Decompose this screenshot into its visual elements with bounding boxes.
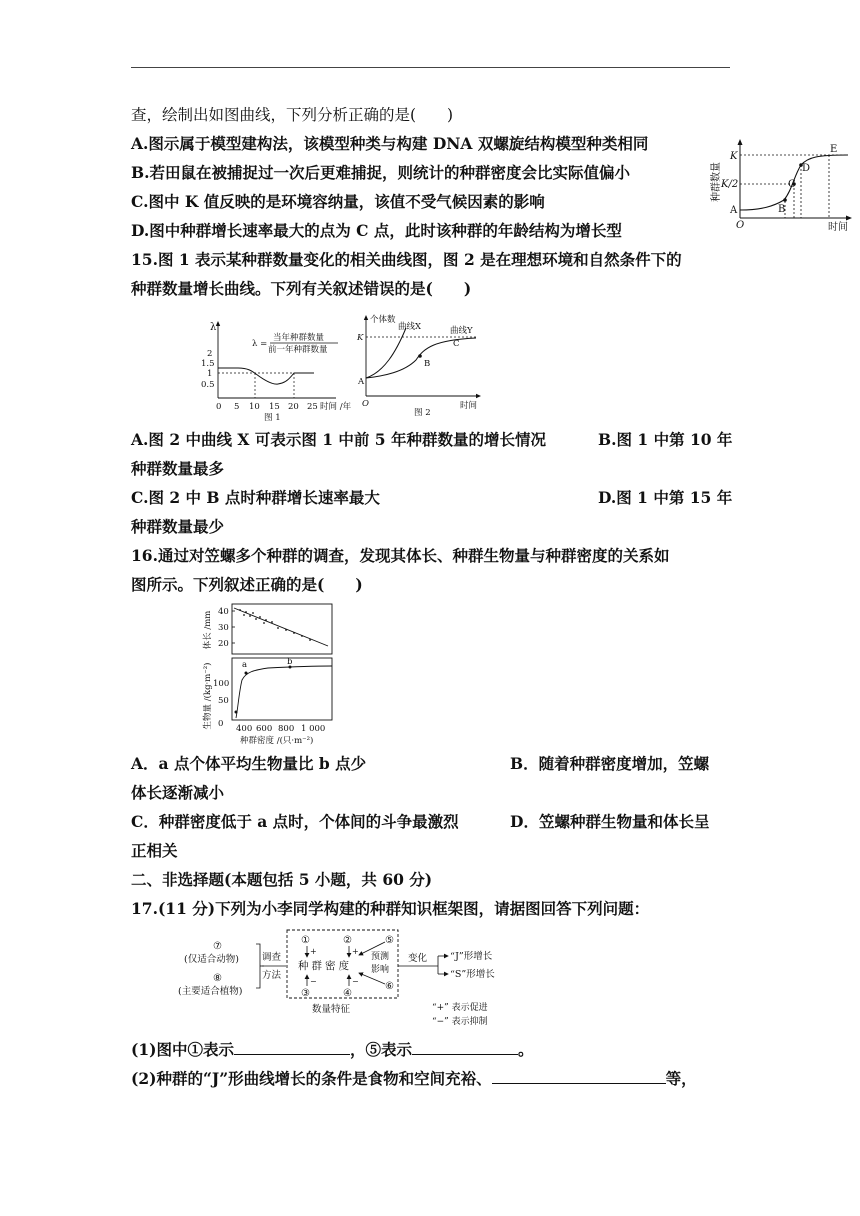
q17-j-growth: “J”形增长 bbox=[450, 951, 493, 962]
q14-point-a: A bbox=[730, 205, 738, 216]
section-2-heading bbox=[131, 869, 432, 891]
q17-s-growth: “S”形增长 bbox=[450, 969, 495, 980]
q16-option-b-start: B．随着种群密度增加，笠螺 bbox=[510, 754, 710, 773]
q17-plus-1: + bbox=[310, 947, 317, 956]
q15-fig2-k: K bbox=[357, 333, 364, 343]
q17-node-6: ⑥ bbox=[385, 981, 394, 992]
q15-fig1-xtick-10: 10 bbox=[249, 402, 260, 412]
q16-bottom-ytick-0: 0 bbox=[218, 719, 224, 729]
q17-node-4: ④ bbox=[343, 988, 352, 999]
q17-predict-2: 影响 bbox=[371, 965, 390, 975]
q17-node-8-note: (主要适合植物) bbox=[178, 986, 243, 997]
q17-node-5: ⑤ bbox=[385, 935, 394, 946]
q16-xtick-600: 600 bbox=[256, 724, 273, 734]
q17-minus-1: − bbox=[310, 977, 317, 986]
q14-point-b: B bbox=[778, 204, 786, 215]
q15-fig2-curve-x-label: 曲线X bbox=[398, 322, 422, 332]
q15-fig1-y-label: λ bbox=[210, 322, 217, 333]
q17-sub-1-blank-2[interactable] bbox=[412, 1038, 518, 1055]
q17-sub-2-blank[interactable] bbox=[492, 1067, 666, 1084]
q14-option-d: D.图中种群增长速率最大的点为 C 点，此时该种群的年龄结构为增长型 bbox=[131, 221, 622, 240]
q16-point-b: b bbox=[287, 657, 293, 667]
q15-fig1-lambda-curve bbox=[218, 368, 314, 384]
q17-minus-2: − bbox=[352, 977, 359, 986]
q15-fig2-point-b: B bbox=[424, 359, 431, 369]
section-2-note: (本题包括 5 小题，共 60 分) bbox=[224, 870, 433, 889]
q14-k-tick: K bbox=[730, 151, 738, 162]
q15-figure-2 bbox=[354, 312, 484, 416]
q16-option-c: C．种群密度低于 a 点时，个体间的斗争最激烈 bbox=[131, 812, 459, 831]
q17-sub-1-prefix: (1)图中①表示 bbox=[131, 1040, 234, 1059]
q16-xtick-800: 800 bbox=[278, 724, 295, 734]
q16-xtick-400: 400 bbox=[236, 724, 253, 734]
q15-fig1-ytick-2: 2 bbox=[207, 349, 213, 359]
q15-fig2-origin: O bbox=[362, 399, 369, 409]
q16-top-ytick-20: 20 bbox=[218, 639, 229, 649]
header-rule bbox=[131, 67, 730, 68]
q15-option-b-end: 种群数量最多 bbox=[131, 459, 225, 478]
q14-figure bbox=[702, 138, 854, 234]
q14-point-c: C bbox=[788, 179, 796, 190]
q15-fig1-ytick-1: 1 bbox=[207, 369, 213, 379]
q15-fig1-xtick-0: 0 bbox=[216, 402, 222, 412]
q14-stem: 查，绘制出如图曲线，下列分析正确的是( ) bbox=[131, 106, 454, 124]
q14-option-b: B.若田鼠在被捕捉过一次后更难捕捉，则统计的种群密度会比实际值偏小 bbox=[131, 163, 630, 182]
q15-stem-line-1: 15.图 1 表示某种群数量变化的相关曲线图，图 2 是在理想环境和自然条件下的 bbox=[131, 250, 682, 269]
q17-sub-1-mid: ，⑤表示 bbox=[349, 1040, 412, 1059]
q14-y-label: 种群数量 bbox=[711, 162, 722, 202]
q16-option-d-end: 正相关 bbox=[131, 841, 178, 860]
q15-fig1-formula-lhs: λ = bbox=[252, 339, 268, 349]
q14-k2-tick: K/2 bbox=[721, 179, 739, 190]
q17-quantity-label: 数量特征 bbox=[312, 1004, 351, 1015]
q16-point-a: a bbox=[242, 660, 248, 670]
q15-fig1-xtick-15: 15 bbox=[269, 402, 280, 412]
q15-option-d-end: 种群数量最少 bbox=[131, 517, 225, 536]
q16-top-y-label: 体长 /mm bbox=[203, 610, 213, 650]
q17-sub-2-prefix: (2)种群的“J”形曲线增长的条件是食物和空间充裕、 bbox=[131, 1069, 492, 1088]
q15-fig1-xtick-25: 25 bbox=[307, 402, 318, 412]
q16-xtick-1000: 1 000 bbox=[301, 724, 326, 734]
q17-node-8: ⑧ bbox=[213, 973, 222, 984]
q15-option-b-start: B.图 1 中第 10 年 bbox=[598, 430, 733, 449]
q17-node-7-note: (仅适合动物) bbox=[184, 954, 239, 965]
q17-sub-1-end: 。 bbox=[517, 1040, 534, 1059]
q17-predict-1: 预测 bbox=[371, 952, 390, 962]
q14-point-d: D bbox=[802, 163, 811, 174]
q15-fig2-y-label: 个体数 bbox=[370, 315, 396, 325]
q14-option-c: C.图中 K 值反映的是环境容纳量，该值不受气候因素的影响 bbox=[131, 192, 545, 211]
q17-framework-diagram bbox=[176, 926, 516, 1032]
q16-x-label: 种群密度 /(只·m⁻²) bbox=[240, 736, 314, 746]
q17-node-1: ① bbox=[301, 935, 310, 946]
q17-node-7: ⑦ bbox=[213, 941, 222, 952]
q15-fig1-ytick-1-5: 1.5 bbox=[201, 359, 215, 369]
q17-sub-2 bbox=[131, 1067, 697, 1090]
q14-origin: O bbox=[736, 220, 745, 231]
q16-bottom-y-label: 生物量 /(kg·m⁻²) bbox=[203, 662, 213, 730]
q14-option-a: A.图示属于模型建构法，该模型种类与构建 DNA 双螺旋结构模型种类相同 bbox=[131, 134, 649, 153]
q15-figure-1 bbox=[198, 318, 360, 422]
q17-sub-2-end: 等， bbox=[665, 1069, 697, 1088]
q16-option-b-end: 体长逐渐减小 bbox=[131, 783, 225, 802]
q16-biomass-curve bbox=[236, 666, 332, 718]
q15-option-a: A.图 2 中曲线 X 可表示图 1 中前 5 年种群数量的增长情况 bbox=[131, 430, 546, 449]
q16-option-d-start: D．笠螺种群生物量和体长呈 bbox=[510, 812, 710, 831]
q15-fig2-curve-y-label: 曲线Y bbox=[450, 326, 473, 336]
q17-survey-1: 调查 bbox=[262, 952, 282, 963]
q17-node-3: ③ bbox=[301, 988, 310, 999]
q16-length-trend bbox=[234, 608, 328, 646]
q17-plus-2: + bbox=[352, 947, 359, 956]
q16-stem-line-1: 16.通过对笠螺多个种群的调查，发现其体长、种群生物量与种群密度的关系如 bbox=[131, 546, 670, 565]
q17-sub-1 bbox=[131, 1038, 533, 1061]
q15-fig2-point-a: A bbox=[358, 377, 365, 387]
q17-legend-minus: “−” 表示抑制 bbox=[432, 1017, 488, 1027]
q16-top-ytick-30: 30 bbox=[218, 623, 229, 633]
q15-fig1-x-unit: 时间 /年 bbox=[320, 402, 352, 412]
section-2-title: 二、非选择题 bbox=[131, 870, 225, 889]
q15-fig2-point-c: C bbox=[453, 339, 460, 349]
q17-sub-1-blank-1[interactable] bbox=[234, 1038, 350, 1055]
q17-legend-plus: “+” 表示促进 bbox=[432, 1003, 488, 1013]
q14-x-label: 时间 bbox=[828, 222, 848, 233]
q17-change-label: 变化 bbox=[408, 953, 428, 964]
q16-top-ytick-40: 40 bbox=[218, 607, 229, 617]
q14-point-e: E bbox=[830, 144, 838, 155]
q15-fig1-xtick-5: 5 bbox=[234, 402, 240, 412]
q17-center-label: 种群密度 bbox=[298, 960, 352, 972]
q16-figure bbox=[198, 600, 350, 750]
q15-fig1-xtick-20: 20 bbox=[288, 402, 299, 412]
q16-bottom-ytick-100: 100 bbox=[213, 679, 230, 689]
q15-option-d-start: D.图 1 中第 15 年 bbox=[598, 488, 733, 507]
q15-fig2-x-label: 时间 bbox=[460, 401, 478, 411]
q15-fig1-caption: 图 1 bbox=[264, 413, 281, 422]
q17-survey-2: 方法 bbox=[262, 970, 282, 981]
q15-fig1-formula-num: 当年种群数量 bbox=[273, 333, 325, 343]
q15-fig2-caption: 图 2 bbox=[414, 408, 431, 416]
q16-stem-line-2: 图所示。下列叙述正确的是( ) bbox=[131, 575, 363, 594]
q15-fig1-ytick-0-5: 0.5 bbox=[201, 380, 215, 390]
q15-stem-line-2: 种群数量增长曲线。下列有关叙述错误的是( ) bbox=[131, 279, 472, 298]
q16-bottom-ytick-50: 50 bbox=[218, 696, 229, 706]
q15-option-c: C.图 2 中 B 点时种群增长速率最大 bbox=[131, 488, 380, 507]
q17-stem: 17.(11 分)下列为小李同学构建的种群知识框架图，请据图回答下列问题： bbox=[131, 899, 650, 918]
q16-option-a: A．a 点个体平均生物量比 b 点少 bbox=[131, 754, 367, 773]
q15-fig1-formula-den: 前一年种群数量 bbox=[268, 345, 328, 355]
q17-node-2: ② bbox=[343, 935, 352, 946]
